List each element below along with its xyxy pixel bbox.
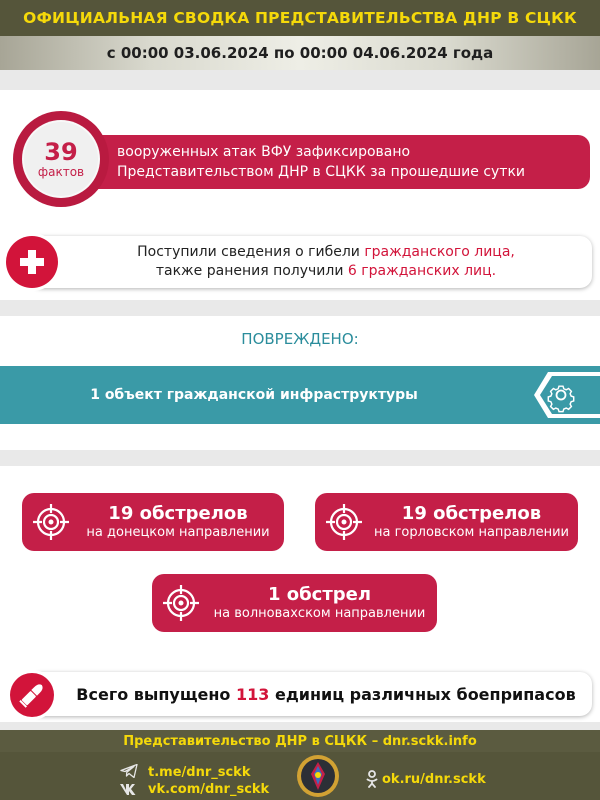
attacks-line2: Представительством ДНР в СЦКК за прошедшие сутки: [117, 164, 526, 180]
ammo-summary: [30, 672, 592, 716]
medical-cross-icon: [6, 236, 58, 288]
footer: [0, 752, 600, 800]
telegram-link[interactable]: t.me/dnr_sckk: [148, 765, 251, 780]
shelling-count: 19 обстрелов: [401, 503, 542, 524]
ammo-prefix: Всего выпущено: [76, 684, 236, 704]
attacks-count-badge: [13, 111, 109, 207]
ammo-count: 113: [235, 684, 270, 704]
shelling-direction: на волновахском направлении: [213, 606, 426, 621]
gear-icon: [520, 366, 600, 424]
casualties-injured: 6 гражданских лиц.: [347, 263, 497, 279]
shelling-card-volnovakha: [152, 574, 437, 632]
target-icon: [160, 582, 202, 624]
period-bar: [0, 36, 600, 70]
casualties-deaths: гражданского лица,: [364, 244, 515, 260]
infrastructure-item: 1 объект гражданской инфраструктуры: [90, 387, 418, 403]
bullet-icon: [10, 673, 54, 717]
casualties-line1-text: Поступили сведения о гибели: [137, 244, 365, 260]
target-icon: [323, 501, 365, 543]
shelling-count: 1 обстрел: [267, 584, 372, 605]
attacks-count: 39: [44, 138, 78, 166]
shelling-card-donetsk: [22, 493, 284, 551]
header-bar: [0, 0, 600, 36]
casualties-box: [30, 236, 592, 288]
attacks-description: [85, 135, 590, 189]
ammo-suffix: единиц различных боеприпасов: [269, 684, 576, 704]
report-period: с 00:00 03.06.2024 по 00:00 04.06.2024 года: [106, 44, 494, 62]
casualties-line2: [156, 262, 496, 281]
damaged-title: ПОВРЕЖДЕНО:: [241, 330, 359, 348]
report-title: ОФИЦИАЛЬНАЯ СВОДКА ПРЕДСТАВИТЕЛЬСТВА ДНР В СЦКК: [23, 9, 577, 27]
site-link[interactable]: Представительство ДНР в СЦКК – dnr.sckk.info: [123, 733, 477, 749]
shelling-card-gorlovka: [315, 493, 578, 551]
ok-link[interactable]: ok.ru/dnr.sckk: [382, 772, 486, 787]
attacks-unit: фактов: [37, 165, 85, 179]
telegram-icon: [120, 764, 138, 778]
vk-link[interactable]: vk.com/dnr_sckk: [148, 782, 270, 797]
vk-icon: [119, 782, 139, 796]
emblem-icon: [296, 754, 340, 798]
casualties-line1: [137, 243, 515, 262]
attacks-line1: вооруженных атак ВФУ зафиксировано: [117, 144, 411, 160]
shelling-direction: на горловском направлении: [374, 525, 569, 540]
infrastructure-bar: [0, 366, 548, 424]
shelling-count: 19 обстрелов: [108, 503, 248, 524]
odnoklassniki-icon: [366, 770, 378, 788]
target-icon: [30, 501, 72, 543]
shelling-direction: на донецком направлении: [86, 525, 270, 540]
site-bar: [0, 730, 600, 752]
casualties-line2-text: также ранения получили: [155, 263, 348, 279]
